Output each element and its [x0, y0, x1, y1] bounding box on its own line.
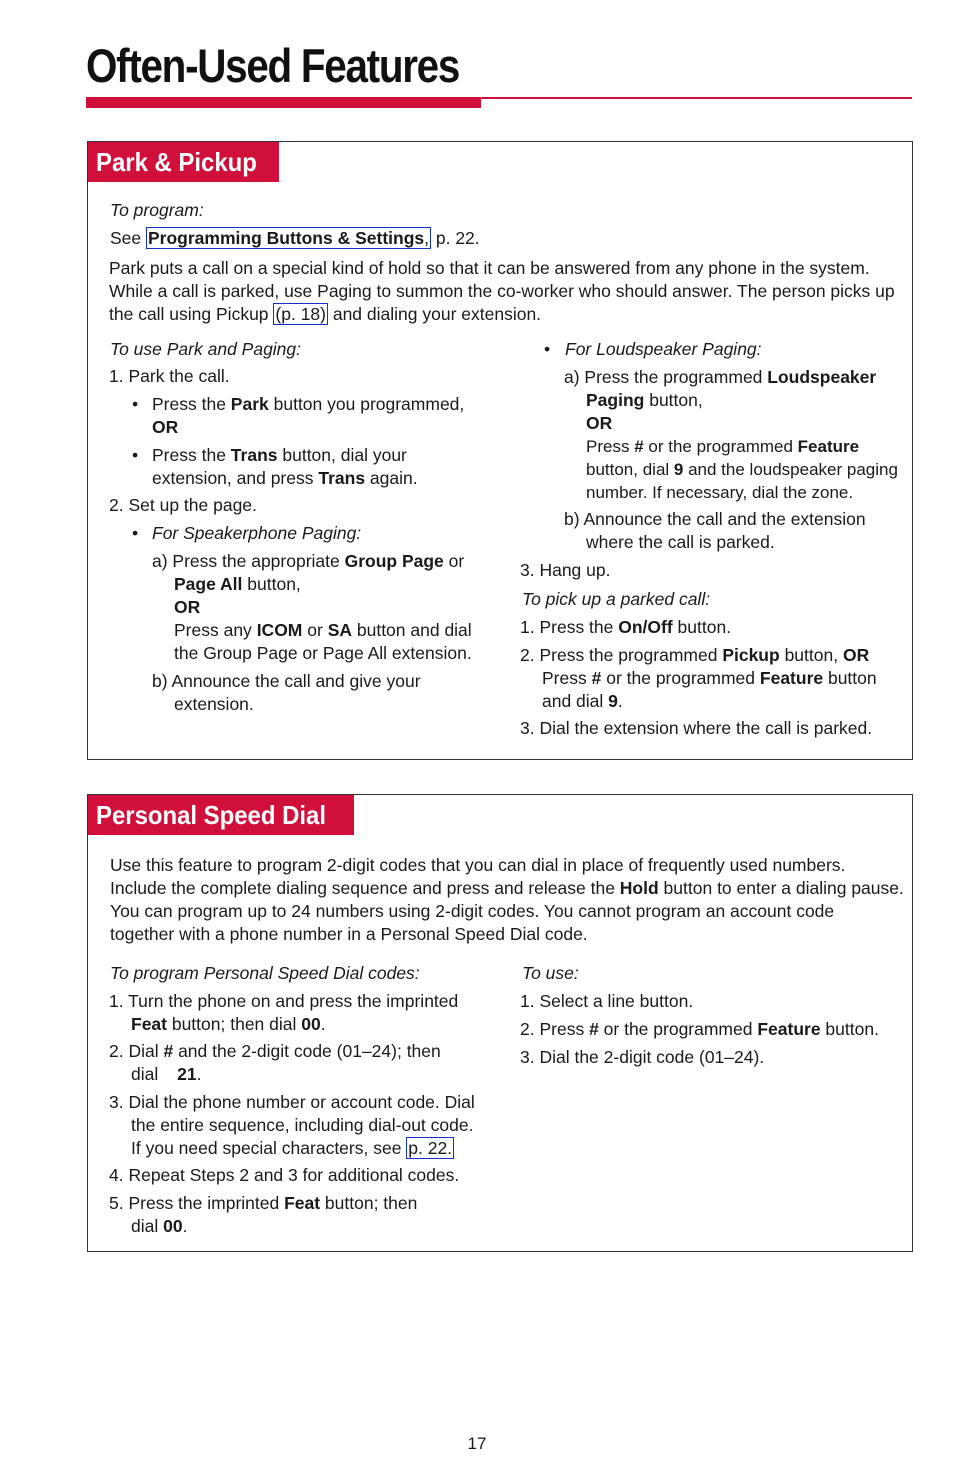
park-pickup-section: [87, 141, 913, 760]
park-description-line: Park puts a call on a special kind of hold so that it can be answered from any phone in the system.: [109, 258, 870, 278]
speaker-b-line: extension.: [174, 694, 254, 714]
psd-step-4: 4. Repeat Steps 2 and 3 for additional codes.: [109, 1165, 460, 1185]
park-description-line: the call using Pickup (p. 18) and dialing your extension.: [109, 304, 542, 324]
pickup-step-3: 3. Dial the extension where the call is parked.: [520, 718, 873, 738]
section-header-speed-dial: Personal Speed Dial: [88, 795, 354, 835]
psd-step-5: 5. Press the imprinted Feat button; then: [109, 1193, 418, 1213]
press-park-line: Press the Park button you programmed,: [152, 394, 465, 414]
pickup-step-1: 1. Press the On/Off button.: [520, 617, 732, 637]
or-label: OR: [586, 413, 613, 433]
loudspeaker-heading: For Loudspeaker Paging:: [565, 339, 762, 359]
speaker-a-line: Page All button,: [174, 574, 301, 594]
use-park-heading: To use Park and Paging:: [110, 339, 302, 359]
program-codes-heading: To program Personal Speed Dial codes:: [110, 963, 420, 983]
to-program-label: To program:: [110, 200, 204, 220]
step-1: 1. Park the call.: [109, 366, 230, 386]
loud-a-line: Press # or the programmed Feature: [586, 437, 860, 456]
special-characters-link[interactable]: p. 22.: [408, 1138, 453, 1158]
psd-description-line: Include the complete dialing sequence and press and release the Hold button to enter a dialing pause.: [110, 878, 904, 898]
bullet-icon: •: [132, 394, 139, 414]
page-title: Often-Used Features: [86, 39, 460, 92]
step-2: 2. Set up the page.: [109, 495, 257, 515]
loud-b-line: b) Announce the call and the extension: [564, 509, 866, 529]
psd-description-line: You can program up to 24 numbers using 2-digit codes. You cannot program an account code: [110, 901, 835, 921]
press-trans-line: Press the Trans button, dial your: [152, 445, 407, 465]
pickup-step-2: 2. Press the programmed Pickup button, OR: [520, 645, 870, 665]
loud-a-line: a) Press the programmed Loudspeaker: [564, 367, 877, 387]
psd-description-line: Use this feature to program 2-digit codes that you can dial in place of frequently used numbers.: [110, 855, 846, 875]
psd-step-1: Feat button; then dial 00.: [131, 1014, 326, 1034]
use-step-3: 3. Dial the 2-digit code (01–24).: [520, 1047, 765, 1067]
psd-description-line: together with a phone number in a Personal Speed Dial code.: [110, 924, 588, 944]
psd-step-3: the entire sequence, including dial-out code.: [131, 1115, 474, 1135]
speaker-a-line: the Group Page or Page All extension.: [174, 643, 472, 663]
see-programming-line: See Programming Buttons & Settings, p. 22.: [110, 228, 480, 248]
personal-speed-dial-section: [87, 794, 913, 1252]
loud-a-line: Paging button,: [586, 390, 703, 410]
loud-a-line: number. If necessary, dial the zone.: [586, 483, 854, 502]
psd-step-2: 2. Dial # and the 2-digit code (01–24); then: [109, 1041, 441, 1061]
loud-b-line: where the call is parked.: [586, 532, 775, 552]
psd-step-1: 1. Turn the phone on and press the imprinted: [109, 991, 459, 1011]
use-step-1: 1. Select a line button.: [520, 991, 694, 1011]
or-label: OR: [152, 417, 179, 437]
section-header-park: Park & Pickup: [88, 142, 279, 182]
page-number: 17: [467, 1434, 487, 1453]
bullet-icon: •: [544, 339, 551, 359]
psd-step-5: dial 00.: [131, 1216, 188, 1236]
or-label: OR: [174, 597, 201, 617]
use-step-2: 2. Press # or the programmed Feature button.: [520, 1019, 879, 1039]
speaker-a-line: a) Press the appropriate Group Page or: [152, 551, 465, 571]
pickup-heading: To pick up a parked call:: [522, 589, 711, 609]
speaker-b-line: b) Announce the call and give your: [152, 671, 421, 691]
pickup-step-2: and dial 9.: [542, 691, 623, 711]
pickup-step-2: Press # or the programmed Feature button: [542, 668, 877, 688]
speakerphone-heading: For Speakerphone Paging:: [152, 523, 362, 543]
psd-step-3: If you need special characters, see p. 22.: [131, 1138, 453, 1158]
pickup-page-link[interactable]: (p. 18): [275, 304, 326, 324]
programming-buttons-link[interactable]: Programming Buttons & Settings,: [148, 228, 429, 248]
bullet-icon: •: [132, 445, 139, 465]
loud-a-line: button, dial 9 and the loudspeaker paging: [586, 460, 898, 479]
park-description-line: While a call is parked, use Paging to summon the co-worker who should answer. The person picks up: [109, 281, 895, 301]
psd-step-2: dial 21.: [131, 1064, 202, 1084]
press-trans-line: extension, and press Trans again.: [152, 468, 418, 488]
speaker-a-line: Press any ICOM or SA button and dial: [174, 620, 472, 640]
to-use-heading: To use:: [522, 963, 579, 983]
step-3: 3. Hang up.: [520, 560, 611, 580]
bullet-icon: •: [132, 523, 139, 543]
psd-step-3: 3. Dial the phone number or account code. Dial: [109, 1092, 475, 1112]
title-rule-accent: [86, 97, 481, 108]
